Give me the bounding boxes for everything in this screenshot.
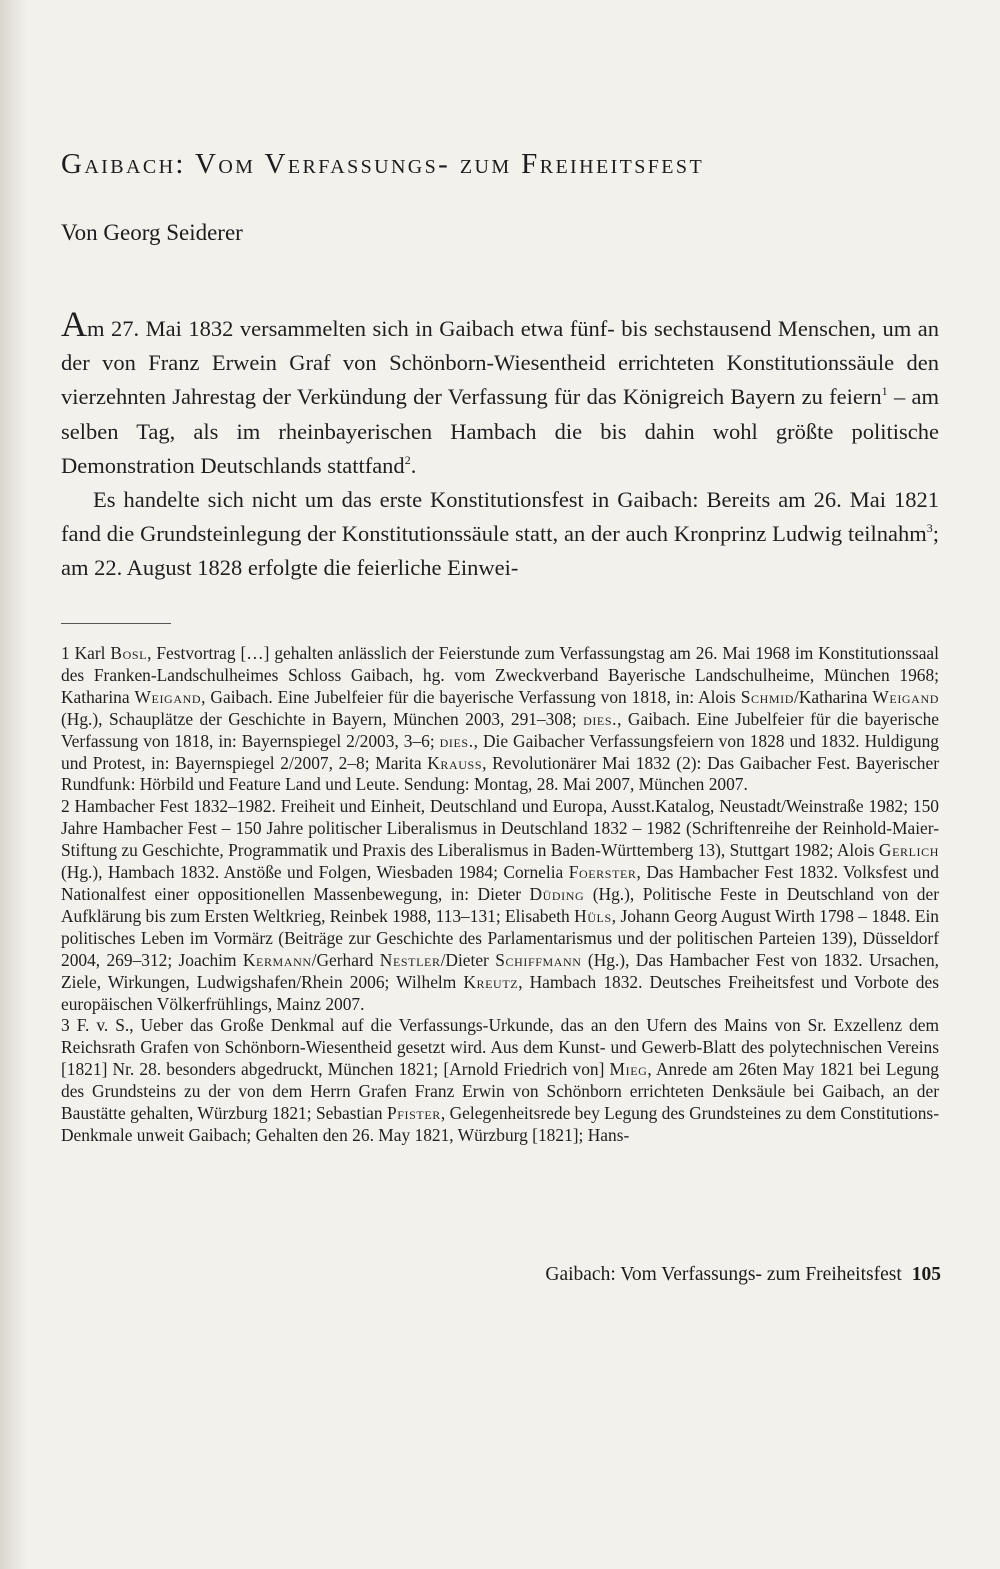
footnote-ref-1[interactable]: 1 [881, 384, 888, 399]
footnote-text: Hambacher Fest 1832–1982. Freiheit und Einheit, Deutschland und Europa, Ausst.Katalog, Neustadt/Weinstraße 1982; 150 Jahre Hambacher Fest – 150 Jahre politischer Liberalismus in Deutschland 1832 – 1982 (Schriftenreihe der Reinhold-Maier-Stiftung zu Geschichte, Programmatik und Praxis des Liberalismus in Baden-Württemberg 13), Stuttgart 1982; Alois [61, 796, 939, 861]
footnote-text: , Festvortrag […] gehalten anlässlich der Feierstunde zum Verfassungstag am 26. Mai 1968 im Konstitutionssaal des Franken-Landschulheimes Schloss Gaibach, hg. vom Zweckverband Bayerische Landschulheime, München 1968; Katharina [61, 643, 939, 707]
running-footer [545, 1264, 941, 1286]
footnote-3 [61, 1015, 939, 1146]
footnote-text: , Revolutionärer Mai 1832 (2): Das Gaibacher Fest. Bayerischer Rundfunk: Hörbild und Feature Land und Leute. Sendung: Montag, 28. Mai 2007, München 2007. [61, 752, 939, 795]
drop-cap: A [61, 304, 87, 344]
author-name: Gerlich [878, 840, 939, 861]
footnote-text: Karl [69, 643, 111, 663]
chapter-author: Von Georg Seiderer [61, 220, 243, 245]
author-name: Schmid [740, 686, 795, 707]
chapter-title: Gaibach: Vom Verfassungs- zum Freiheitsfest [61, 148, 705, 180]
author-name: Kermann [242, 949, 312, 970]
author-name: Weigand [872, 686, 939, 707]
author-name: Pfister [386, 1103, 441, 1124]
footnote-text: , Gaibach. Eine Jubelfeier für die bayerische Verfassung von 1818, in: Alois [201, 686, 741, 707]
running-title: Gaibach: Vom Verfassungs- zum Freiheitsfest [545, 1264, 902, 1285]
author-name: Krauss [427, 752, 483, 773]
footnote-2 [61, 796, 939, 1015]
paragraph-2-text-b: ; am 22. August 1828 erfolgte die feierliche Einwei- [61, 521, 939, 581]
footnote-text: (Hg.), Das Hambacher Fest von 1832. Ursachen, Ziele, Wirkungen, Ludwigshafen/Rhein 2006; Wilhelm [61, 949, 939, 992]
footnote-1 [61, 643, 939, 796]
footnote-text: F. v. S., Ueber das Große Denkmal auf die Verfassungs-Urkunde, das an den Ufern des Mains von Sr. Exzellenz dem Reichsrath Grafen von Schönborn-Wiesentheid gesetzt wird. Aus dem Kunst- und Gewerb-Blatt des polytechnischen Vereins [1821] Nr. 28. besonders abgedruckt, München 1821; [Arnold Friedrich von] [61, 1015, 939, 1080]
footnote-text: (Hg.), Schauplätze der Geschichte in Bayern, München 2003, 291–308; [61, 708, 584, 729]
author-name: Kreutz [463, 971, 519, 992]
footnote-text: (Hg.), Politische Feste in Deutschland von der Aufklärung bis zum Ersten Weltkrieg, Reinbek 1988, 113–131; Elisabeth [61, 883, 940, 926]
author-name: dies. [583, 708, 618, 729]
footnote-ref-2[interactable]: 2 [404, 452, 411, 467]
footnote-number: 3 [61, 1015, 70, 1036]
footnote-text: , Das Hambacher Fest 1832. Volksfest und Nationalfest einer oppositionellen Massenbewegung, in: Dieter [61, 862, 939, 904]
footnote-number: 1 [61, 643, 70, 663]
footnotes [61, 643, 939, 1147]
footnote-text: , Anrede am 26ten May 1821 bei Legung des Grundsteins zu der von dem Herrn Grafen Franz Erwin von Schönborn errichteten Denksäule bei Gaibach, an der Baustätte gehalten, Würzburg 1821; Sebastian [61, 1059, 939, 1124]
footnote-text: , Gelegenheitsrede bey Legung des Grundsteines zu dem Constitutions-Denkmale unweit Gaibach; Gehalten den 26. May 1821, Würzburg [1821]; Hans- [61, 1103, 939, 1145]
gutter-shadow [0, 0, 28, 1569]
footnote-text: (Hg.), Hambach 1832. Anstöße und Folgen, Wiesbaden 1984; Cornelia [61, 862, 569, 883]
footnote-text: , Johann Georg August Wirth 1798 – 1848. Ein politisches Leben im Vormärz (Beiträge zur Geschichte des Parlamentarismus und der politischen Parteien 139), Düsseldorf 2004, 269–312; Joachim [61, 905, 939, 970]
paragraph-1-text-b: – am selben Tag, als im rheinbayerischen Hambach die bis dahin wohl größte politische Demonstration Deutschlands stattfand [61, 384, 939, 478]
footnote-text: /Katharina [794, 686, 873, 707]
body-text [61, 304, 939, 586]
author-name: Foerster [568, 862, 637, 883]
author-name: Mieg [609, 1059, 648, 1080]
author-name: Düding [529, 883, 585, 904]
author-name: Weigand [134, 686, 202, 707]
footnote-text: /Gerhard [311, 949, 380, 970]
paragraph-1-text-c: . [410, 452, 417, 478]
footnote-number: 2 [61, 796, 70, 817]
paragraph-1 [61, 304, 939, 483]
paragraph-1-text-a: m 27. Mai 1832 versammelten sich in Gaibach etwa fünf- bis sechstausend Menschen, um an der von Franz Erwein Graf von Schönborn-Wiesentheid errichteten Konstitutionssäule den vierzehnten Jahrestag der Verkündung der Verfassung für das Königreich Bayern zu feiern [61, 316, 939, 410]
footnote-divider [61, 623, 171, 624]
author-name: Hüls [574, 905, 612, 926]
author-name: dies. [439, 730, 474, 751]
footnote-text: , Die Gaibacher Verfassungsfeiern von 1828 und 1832. Huldigung und Protest, in: Bayernspiegel 2/2007, 2–8; Marita [61, 730, 939, 773]
paragraph-2-text-a: Es handelte sich nicht um das erste Konstitutionsfest in Gaibach: Bereits am 26. Mai 1821 fand die Grundsteinlegung der Konstitutionssäule statt, an der auch Kronprinz Ludwig teilnahm [61, 487, 939, 547]
footnote-text: , Hambach 1832. Deutsches Freiheitsfest und Vorbote des europäischen Völkerfrühlings, Mainz 2007. [61, 971, 939, 1014]
author-name: Bosl [110, 643, 148, 663]
footnote-text: , Gaibach. Eine Jubelfeier für die bayerische Verfassung von 1818, in: Bayernspiegel 2/2003, 3–6; [61, 708, 939, 751]
paragraph-2 [61, 483, 939, 586]
footnote-text: /Dieter [440, 949, 496, 970]
page-number: 105 [911, 1264, 941, 1285]
author-name: Schiffmann [495, 949, 582, 970]
footnote-ref-3[interactable]: 3 [926, 521, 933, 536]
author-name: Nestler [379, 949, 441, 970]
